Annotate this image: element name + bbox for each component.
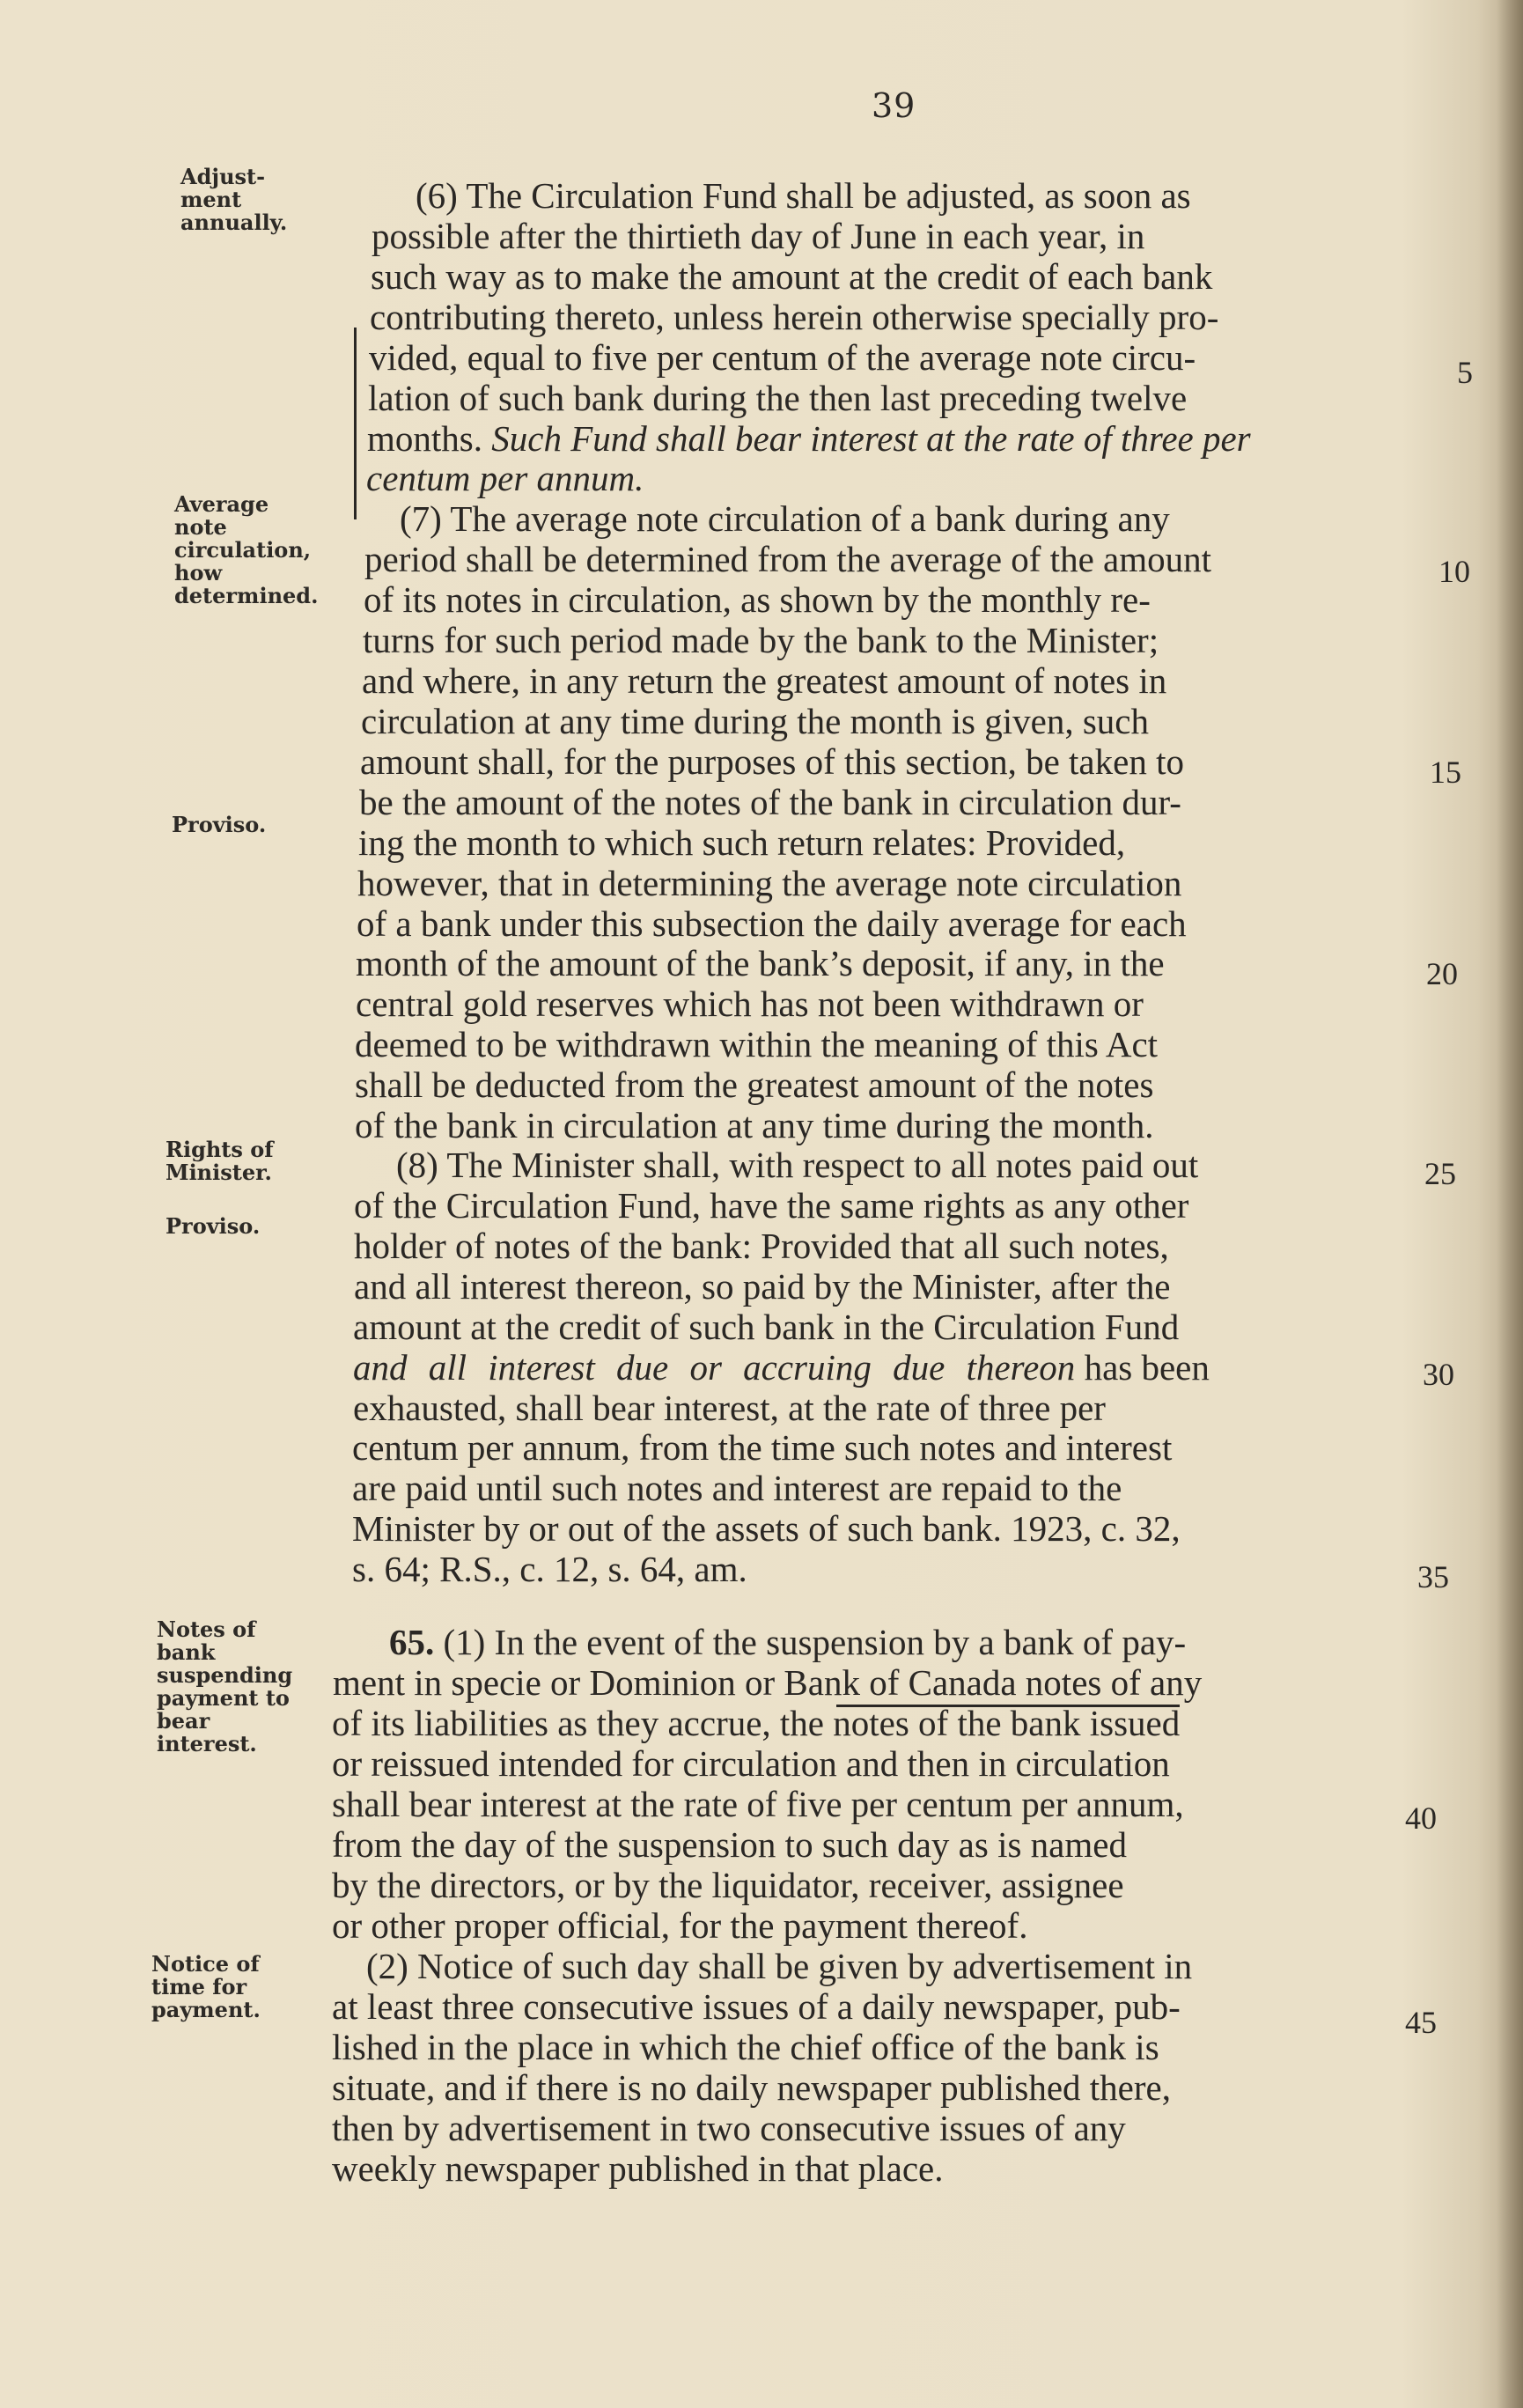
text-line: shall bear interest at the rate of five per centum per annum, — [332, 1784, 1184, 1824]
line-number: 15 — [1430, 755, 1461, 790]
page-edge-shadow — [1497, 0, 1523, 2408]
text-line: (7) The average note circulation of a bank during any — [400, 498, 1170, 539]
page-number: 39 — [872, 86, 916, 125]
text-line: from the day of the suspension to such day as is named — [332, 1824, 1127, 1865]
text-line: however, that in determining the average note circulation — [357, 863, 1182, 903]
text-line: and all interest due or accruing due thereon has been — [353, 1347, 1210, 1388]
line-number: 40 — [1405, 1800, 1437, 1836]
margin-note-notice-of-payment: Notice of time for payment. — [151, 1951, 261, 2022]
margin-note-average-circulation: Average note circulation, how determined. — [174, 491, 319, 608]
text-line: centum per annum, from the time such notes and interest — [352, 1427, 1173, 1468]
text-line: holder of notes of the bank: Provided that all such notes, — [354, 1226, 1169, 1266]
text-line: exhausted, shall bear interest, at the rate of three per — [353, 1388, 1106, 1428]
text-line: and all interest thereon, so paid by the Minister, after the — [354, 1266, 1171, 1307]
text-line: ment in specie or Dominion or Bank of Canada notes of any — [333, 1662, 1203, 1703]
section-number: 65. — [389, 1622, 435, 1662]
text-line: centum per annum. — [366, 458, 644, 498]
text-line: deemed to be withdrawn within the meaning of this Act — [355, 1024, 1159, 1064]
line-number: 45 — [1405, 2005, 1437, 2040]
text-line: of the Circulation Fund, have the same rights as any other — [354, 1185, 1189, 1226]
line-number: 5 — [1457, 355, 1473, 390]
text-line: central gold reserves which has not been withdrawn or — [356, 983, 1144, 1024]
text-line: are paid until such notes and interest are repaid to the — [352, 1468, 1122, 1508]
line-number: 35 — [1417, 1559, 1449, 1594]
text-line: or other proper official, for the payment thereof. — [332, 1905, 1028, 1946]
text-line: lation of such bank during the then last preceding twelve — [368, 378, 1188, 418]
text-line: ing the month to which such return relates: Provided, — [358, 822, 1126, 863]
text-line: lished in the place in which the chief office of the bank is — [332, 2027, 1159, 2067]
margin-note-adjustment: Adjust- ment annually. — [180, 164, 288, 235]
text-line: period shall be determined from the average of the amount — [364, 539, 1211, 579]
line-number: 30 — [1423, 1357, 1454, 1392]
text-line: such way as to make the amount at the credit of each bank — [371, 256, 1213, 297]
text-line: or reissued intended for circulation and then in circulation — [332, 1743, 1170, 1784]
text-line: be the amount of the notes of the bank in circulation dur- — [359, 782, 1181, 822]
amendment-marker-bar — [354, 328, 357, 519]
text-line: and where, in any return the greatest amount of notes in — [362, 660, 1167, 701]
text-line: months. Such Fund shall bear interest at the rate of three per — [367, 418, 1251, 459]
line-number: 25 — [1424, 1156, 1456, 1191]
text-line: weekly newspaper published in that place. — [332, 2148, 944, 2189]
text-line: (6) The Circulation Fund shall be adjusted, as soon as — [416, 175, 1191, 216]
text-line: s. 64; R.S., c. 12, s. 64, am. — [352, 1549, 747, 1589]
line-number: 10 — [1438, 554, 1470, 589]
line-number: 20 — [1426, 956, 1458, 991]
text-line: possible after the thirtieth day of June in each year, in — [372, 216, 1145, 256]
text-line: amount shall, for the purposes of this section, be taken to — [360, 741, 1184, 782]
text-line: turns for such period made by the bank to the Minister; — [363, 620, 1159, 660]
text-line: of its notes in circulation, as shown by the monthly re- — [364, 579, 1151, 620]
text-line: of the bank in circulation at any time during the month. — [355, 1105, 1154, 1145]
text-line: (8) The Minister shall, with respect to all notes paid out — [396, 1145, 1199, 1185]
margin-note-rights-of-minister: Rights of Minister. — [166, 1137, 274, 1185]
text-line: of its liabilities as they accrue, the notes of the bank issued — [332, 1703, 1181, 1743]
margin-note-suspension-interest: Notes of bank suspending payment to bear interest. — [157, 1616, 293, 1756]
text-line: Minister by or out of the assets of such bank. 1923, c. 32, — [352, 1508, 1181, 1549]
text-line: by the directors, or by the liquidator, receiver, assignee — [332, 1865, 1124, 1905]
margin-note-proviso: Proviso. — [172, 812, 267, 837]
margin-note-proviso: Proviso. — [166, 1213, 261, 1239]
text-line: shall be deducted from the greatest amount of the notes — [355, 1064, 1154, 1105]
text-line: (2) Notice of such day shall be given by advertisement in — [366, 1946, 1193, 1986]
text-line: then by advertisement in two consecutive issues of any — [332, 2108, 1126, 2148]
text-line: amount at the credit of such bank in the Circulation Fund — [353, 1307, 1180, 1347]
text-line: contributing thereto, unless herein otherwise specially pro- — [370, 297, 1219, 337]
text-line: 65. (1) In the event of the suspension by a bank of pay- — [389, 1622, 1187, 1662]
text-line: circulation at any time during the month is given, such — [361, 701, 1149, 741]
text-line: month of the amount of the bank’s deposit, if any, in the — [356, 943, 1165, 983]
text-line: vided, equal to five per centum of the average note circu- — [369, 337, 1196, 378]
text-line: situate, and if there is no daily newspaper published there, — [332, 2067, 1171, 2108]
text-line: of a bank under this subsection the daily average for each — [357, 903, 1187, 944]
text-line: at least three consecutive issues of a daily newspaper, pub- — [332, 1986, 1181, 2027]
